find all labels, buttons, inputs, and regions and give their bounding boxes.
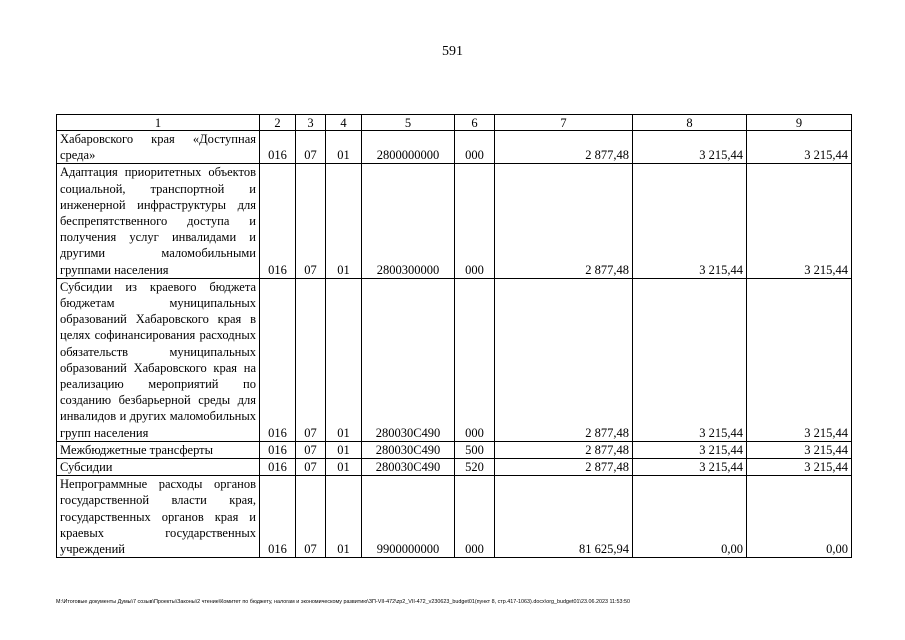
cell: 2 877,48 xyxy=(495,278,633,441)
cell: 07 xyxy=(296,476,326,558)
table-row xyxy=(57,131,852,164)
cell: 01 xyxy=(326,278,362,441)
cell: 01 xyxy=(326,164,362,278)
cell: 3 215,44 xyxy=(633,164,747,278)
cell: 2 877,48 xyxy=(495,441,633,458)
cell: 016 xyxy=(260,164,296,278)
cell: 2 877,48 xyxy=(495,131,633,164)
column-header: 8 xyxy=(633,115,747,131)
cell: 3 215,44 xyxy=(633,459,747,476)
cell: 000 xyxy=(455,164,495,278)
table-row xyxy=(57,278,852,441)
file-path-footer: M:\Итоговые документы Думы\7 созыв\Проекты\Законы\2 чтение\Комитет по бюджету, налогам и экономическому развитию\ЗП-VII-472\zp2_VII-472_v230623_budget01(пункт 8, стр.417-1063).docx\org_budget01\23.06.2023 11:53:50 xyxy=(56,599,631,605)
cell: 280030С490 xyxy=(362,278,455,441)
cell: 07 xyxy=(296,164,326,278)
cell: 016 xyxy=(260,459,296,476)
row-name: Субсидии xyxy=(57,459,260,476)
column-header: 2 xyxy=(260,115,296,131)
row-name: Субсидии из краевого бюджета бюджетам муниципальных образований Хабаровского края в целях софинансирования расходных обязательств муниципальных образований Хабаровского края на реализацию мероприятий по созданию безбарьерной среды для инвалидов и других маломобильных групп населения xyxy=(57,278,260,441)
cell: 01 xyxy=(326,459,362,476)
table-row xyxy=(57,476,852,558)
cell: 000 xyxy=(455,278,495,441)
table-row xyxy=(57,459,852,476)
row-name: Непрограммные расходы органов государственной власти края, государственных органов края и краевых государственных учреждений xyxy=(57,476,260,558)
row-name: Хабаровского края «Доступная среда» xyxy=(57,131,260,164)
cell: 3 215,44 xyxy=(633,441,747,458)
cell: 9900000000 xyxy=(362,476,455,558)
cell: 2 877,48 xyxy=(495,164,633,278)
column-header: 1 xyxy=(57,115,260,131)
cell: 016 xyxy=(260,476,296,558)
cell: 3 215,44 xyxy=(747,441,852,458)
column-header: 4 xyxy=(326,115,362,131)
column-header: 5 xyxy=(362,115,455,131)
cell: 016 xyxy=(260,131,296,164)
cell: 01 xyxy=(326,131,362,164)
cell: 01 xyxy=(326,476,362,558)
column-header: 9 xyxy=(747,115,852,131)
cell: 07 xyxy=(296,441,326,458)
cell: 3 215,44 xyxy=(747,459,852,476)
cell: 000 xyxy=(455,131,495,164)
column-header: 3 xyxy=(296,115,326,131)
cell: 016 xyxy=(260,441,296,458)
cell: 3 215,44 xyxy=(633,131,747,164)
table-row xyxy=(57,164,852,278)
cell: 280030С490 xyxy=(362,441,455,458)
cell: 2 877,48 xyxy=(495,459,633,476)
cell: 3 215,44 xyxy=(747,164,852,278)
cell: 07 xyxy=(296,131,326,164)
column-header: 6 xyxy=(455,115,495,131)
cell: 500 xyxy=(455,441,495,458)
table-row xyxy=(57,441,852,458)
cell: 01 xyxy=(326,441,362,458)
cell: 81 625,94 xyxy=(495,476,633,558)
header-row xyxy=(57,115,852,131)
cell: 000 xyxy=(455,476,495,558)
cell: 0,00 xyxy=(747,476,852,558)
cell: 520 xyxy=(455,459,495,476)
cell: 2800300000 xyxy=(362,164,455,278)
budget-table xyxy=(56,114,852,558)
cell: 3 215,44 xyxy=(747,131,852,164)
cell: 280030С490 xyxy=(362,459,455,476)
cell: 07 xyxy=(296,459,326,476)
cell: 016 xyxy=(260,278,296,441)
row-name: Адаптация приоритетных объектов социальной, транспортной и инженерной инфраструктуры для беспрепятственного доступа и получения услуг инвалидами и другими маломобильными группами населения xyxy=(57,164,260,278)
cell: 3 215,44 xyxy=(747,278,852,441)
cell: 07 xyxy=(296,278,326,441)
row-name: Межбюджетные трансферты xyxy=(57,441,260,458)
cell: 2800000000 xyxy=(362,131,455,164)
page-number: 591 xyxy=(442,44,463,59)
cell: 0,00 xyxy=(633,476,747,558)
column-header: 7 xyxy=(495,115,633,131)
cell: 3 215,44 xyxy=(633,278,747,441)
